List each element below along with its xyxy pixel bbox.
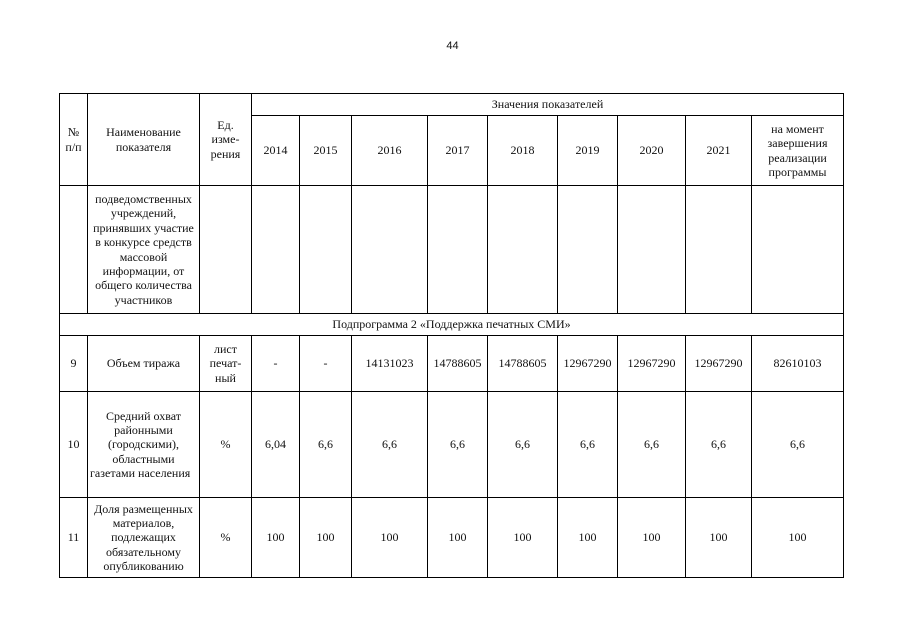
table-row [60, 336, 844, 392]
subprogram-title: Подпрограмма 2 «Поддержка печатных СМИ» [60, 314, 844, 336]
row-value: - [252, 336, 300, 392]
cell-empty [252, 186, 300, 314]
row-name: Объем тиража [88, 336, 200, 392]
header-year: 2021 [686, 116, 752, 186]
header-year: 2019 [558, 116, 618, 186]
cell-empty [752, 186, 844, 314]
header-final: на момент завершения реализации программы [752, 116, 844, 186]
cell-empty [60, 186, 88, 314]
row-value: 6,6 [558, 392, 618, 498]
row-name: Доля размещенных материалов, подлежащих обязательному опубликованию [88, 498, 200, 578]
row-value: 12967290 [618, 336, 686, 392]
row-value: - [300, 336, 352, 392]
cell-empty [428, 186, 488, 314]
row-value: 100 [558, 498, 618, 578]
row-unit: % [200, 498, 252, 578]
header-year: 2017 [428, 116, 488, 186]
header-unit: Ед. изме-рения [200, 94, 252, 186]
header-year: 2020 [618, 116, 686, 186]
row-num: 10 [60, 392, 88, 498]
row-value: 100 [428, 498, 488, 578]
row-value: 14788605 [488, 336, 558, 392]
header-year: 2014 [252, 116, 300, 186]
table-row [60, 498, 844, 578]
cell-empty [352, 186, 428, 314]
indicators-table [59, 93, 844, 578]
row-value: 100 [488, 498, 558, 578]
row-value: 6,6 [488, 392, 558, 498]
row-unit: % [200, 392, 252, 498]
header-year: 2018 [488, 116, 558, 186]
subprogram-row [60, 314, 844, 336]
row-value: 6,6 [752, 392, 844, 498]
row-value: 100 [752, 498, 844, 578]
cell-empty [488, 186, 558, 314]
table-row [60, 392, 844, 498]
row-value: 82610103 [752, 336, 844, 392]
cell-empty [618, 186, 686, 314]
row-value: 6,6 [618, 392, 686, 498]
row-value: 100 [252, 498, 300, 578]
row-value: 14788605 [428, 336, 488, 392]
cell-empty [558, 186, 618, 314]
header-values-title: Значения показателей [252, 94, 844, 116]
row-value: 6,6 [352, 392, 428, 498]
row-value: 12967290 [558, 336, 618, 392]
row-value: 100 [352, 498, 428, 578]
header-year: 2015 [300, 116, 352, 186]
row-value: 6,6 [300, 392, 352, 498]
table-header-row [60, 94, 844, 116]
row-unit: лист печат-ный [200, 336, 252, 392]
row-value: 12967290 [686, 336, 752, 392]
cell-empty [300, 186, 352, 314]
header-name: Наименование показателя [88, 94, 200, 186]
page-number: 44 [446, 40, 459, 52]
row-num: 11 [60, 498, 88, 578]
row-value: 6,6 [686, 392, 752, 498]
cell-empty [200, 186, 252, 314]
row-value: 100 [686, 498, 752, 578]
row-value: 100 [618, 498, 686, 578]
header-num: № п/п [60, 94, 88, 186]
continuation-text: подведомственных учреждений, принявших участие в конкурсе средств массовой информации, от общего количества участников [88, 186, 200, 314]
row-num: 9 [60, 336, 88, 392]
row-value: 14131023 [352, 336, 428, 392]
row-value: 6,04 [252, 392, 300, 498]
table-row-continuation [60, 186, 844, 314]
row-value: 6,6 [428, 392, 488, 498]
row-name: Средний охват районными (городскими), областными газетами населения [88, 392, 200, 498]
header-year: 2016 [352, 116, 428, 186]
cell-empty [686, 186, 752, 314]
row-value: 100 [300, 498, 352, 578]
